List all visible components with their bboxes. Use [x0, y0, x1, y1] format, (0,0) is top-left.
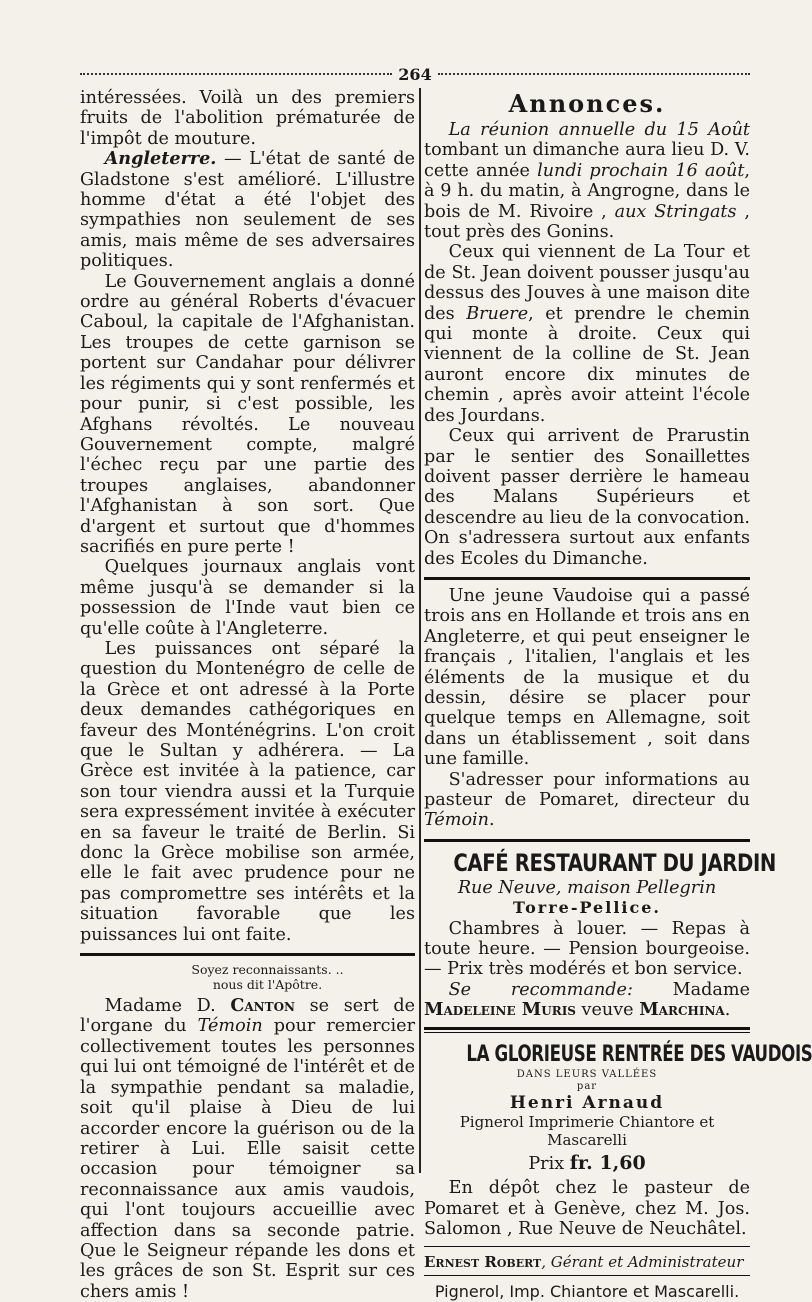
cafe-address: Rue Neuve, maison Pellegrin	[457, 877, 717, 898]
notice-text: pour remercier collectivement toutes les personnes qui lui ont témoigné de l'intérêt et de la sympathie pendant sa maladie, soit qu'il plaise à Dieu de lui accorder encore la guérison ou de la retirer à Lui. Elle saisit cette occasion pour témoigner sa reconnaissance aux amis vaudois, qui l'ont toujours accueillie avec affection dans sa seconde patrie. Que le Seigneur répande les dons et les grâces de son St. Esprit sur ces chers amis !	[80, 1016, 415, 1302]
recommendation-label: Se recommande:	[448, 979, 633, 1000]
announcement-paragraph	[424, 120, 750, 242]
book-author: Henri Arnaud	[509, 1092, 665, 1113]
event-date: lundi prochain 16 août	[537, 160, 745, 181]
person-name: Canton	[230, 995, 295, 1017]
notice-text: Madame D.	[104, 996, 231, 1017]
section-separator	[424, 577, 750, 580]
book-par: par	[576, 1080, 598, 1092]
person-name: Marchina	[639, 999, 725, 1021]
article-paragraph: Quelques journaux anglais vont même jusqu'à se demander si la possession de l'Inde vaut bien ce qu'elle coûte à l'Angleterre.	[80, 557, 415, 639]
header-rule-right	[438, 73, 750, 75]
person-name: Madeleine Muris	[424, 999, 576, 1021]
article-paragraph: intéressées. Voilà un des premiers fruits de l'abolition prématurée de l'impôt de mouture.	[80, 88, 415, 149]
printer-imprint: Pignerol, Imp. Chiantore et Mascarelli.	[434, 1281, 740, 1301]
newspaper-name: Témoin	[197, 1016, 263, 1037]
announcement-text: tombant un dimanche aura lieu D. V. cette année	[424, 140, 750, 181]
cafe-title: CAFÉ RESTAURANT DU JARDIN	[453, 848, 776, 877]
column-divider	[419, 88, 421, 1173]
book-price	[424, 1153, 750, 1174]
article-text: — L'état de santé de Gladstone s'est amélioré. L'illustre homme d'état a été l'objet des sympathies non seulement de ses amis, mais même de ses adversaires politiques.	[80, 149, 415, 272]
recommendation-text: veuve	[575, 1000, 640, 1021]
cafe-description: Chambres à louer. — Repas à toute heure. — Pension bourgeoise. — Prix très modérés et bon service.	[424, 918, 750, 980]
book-depot: En dépôt chez le pasteur de Pomaret et à Genève, chez M. Jos. Salomon , Rue Neuve de Neuchâtel.	[424, 1178, 750, 1240]
announcement-text: , tout près des Gonins.	[424, 201, 750, 243]
newspaper-name: Témoin	[424, 810, 490, 831]
page-header	[80, 62, 750, 86]
price-label: Prix	[528, 1154, 570, 1175]
notice-text: se sert de l'organe du	[80, 996, 415, 1037]
announcement-text: La réunion annuelle du 15 Août	[448, 120, 750, 140]
book-printer: Pignerol Imprimerie Chiantore et Mascarelli	[459, 1113, 715, 1150]
announcement-paragraph: Ceux qui arrivent de Prarustin par le sentier des Sonaillettes doivent passer derrière le hameau des Malans Supérieurs et descendre au lieu de la convocation. On s'adressera surtout aux enfants des Ecoles du Dimanche.	[424, 426, 750, 569]
book-title: LA GLORIEUSE RENTRÉE DES VAUDOIS	[466, 1040, 812, 1067]
epigraph-line: nous dit l'Apôtre.	[212, 977, 323, 993]
place-name: Bruere	[466, 303, 529, 324]
cafe-town: Torre-Pellice.	[513, 898, 661, 918]
recommendation-text: Madame	[632, 979, 750, 1000]
header-rule-left	[80, 73, 392, 75]
thanks-notice	[80, 996, 415, 1302]
article-paragraph: Le Gouvernement anglais a donné ordre au général Roberts d'évacuer Caboul, la capitale de l'Afghanistan. Les troupes de cette garnison se portent sur Candahar pour délivrer les régiments qui y sont renfermés et pour punir, si c'est possible, les Afghans révoltés. Le nouveau Gouvernement compte, malgré l'échec reçu par une partie des troupes anglaises, abandonner l'Afghanistan à son sort. Que d'argent et surtout que d'hommes sacrifiés en pure perte !	[80, 271, 415, 557]
gerant-role: , Gérant et Administrateur	[541, 1252, 744, 1271]
book-subtitle: DANS LEURS VALLÉES	[516, 1068, 658, 1080]
announcement-text: , et prendre le chemin qui monte à droite. Ceux qui viennent de la colline de St. Jean auront encore dix minutes de chemin , après avoir atteint l'école des Jourdans.	[424, 303, 750, 426]
advertisement-text: .	[489, 810, 495, 831]
event-place: aux Stringats	[614, 201, 737, 222]
section-separator	[424, 839, 750, 842]
price-value: fr. 1,60	[569, 1152, 646, 1175]
article-paragraph	[80, 149, 415, 271]
recommendation-text: .	[724, 1000, 731, 1021]
announcement-text: , à 9 h. du matin, à Angrogne, dans le bois de M. Rivoire ,	[424, 160, 750, 222]
section-label-angleterre: Angleterre.	[104, 148, 217, 170]
advertisement-paragraph: Une jeune Vaudoise qui a passé trois ans en Hollande et trois ans en Angleterre, et qui peut enseigner le français , l'italien, l'anglais et les éléments de la musique et du dessin, désire se placer pour quelque temps en Allemagne, soit dans un établissement , soit dans une famille.	[424, 585, 750, 770]
epigraph-line: Soyez reconnaissants. ..	[191, 962, 344, 978]
advertisement-paragraph	[424, 770, 750, 831]
page-number: 264	[398, 64, 432, 84]
section-separator	[424, 1275, 750, 1276]
section-separator	[424, 1246, 750, 1247]
section-separator	[424, 1027, 750, 1033]
annonces-heading: Annonces.	[508, 89, 666, 118]
left-column	[80, 88, 415, 1302]
cafe-recommendation	[424, 980, 750, 1021]
right-column	[424, 89, 812, 1302]
announcement-text: Ceux qui viennent de La Tour et de St. Jean doivent pousser jusqu'au dessus des Jouves à une maison dite des	[424, 242, 750, 324]
epigraph	[80, 962, 415, 992]
announcement-paragraph	[424, 242, 750, 426]
advertisement-text: S'adresser pour informations au pasteur de Pomaret, directeur du	[424, 769, 750, 810]
gerant-line	[424, 1253, 750, 1271]
section-separator	[80, 953, 415, 956]
article-paragraph: Les puissances ont séparé la question du Montenégro de celle de la Grèce et ont adressé à la Porte deux demandes cathégoriques en faveur des Monténégrins. L'on croit que le Sultan y adhérera. — La Grèce est invitée à la patience, car son tour viendra aussi et la Turquie sera expressément invitée à exécuter en sa faveur le traité de Berlin. Si donc la Grèce mobilise son armée, elle le fait avec prudence pour ne pas compromettre ses intérêts et la situation favorable que les puissances lui ont faite.	[80, 638, 415, 945]
gerant-name: Ernest Robert	[424, 1252, 542, 1271]
